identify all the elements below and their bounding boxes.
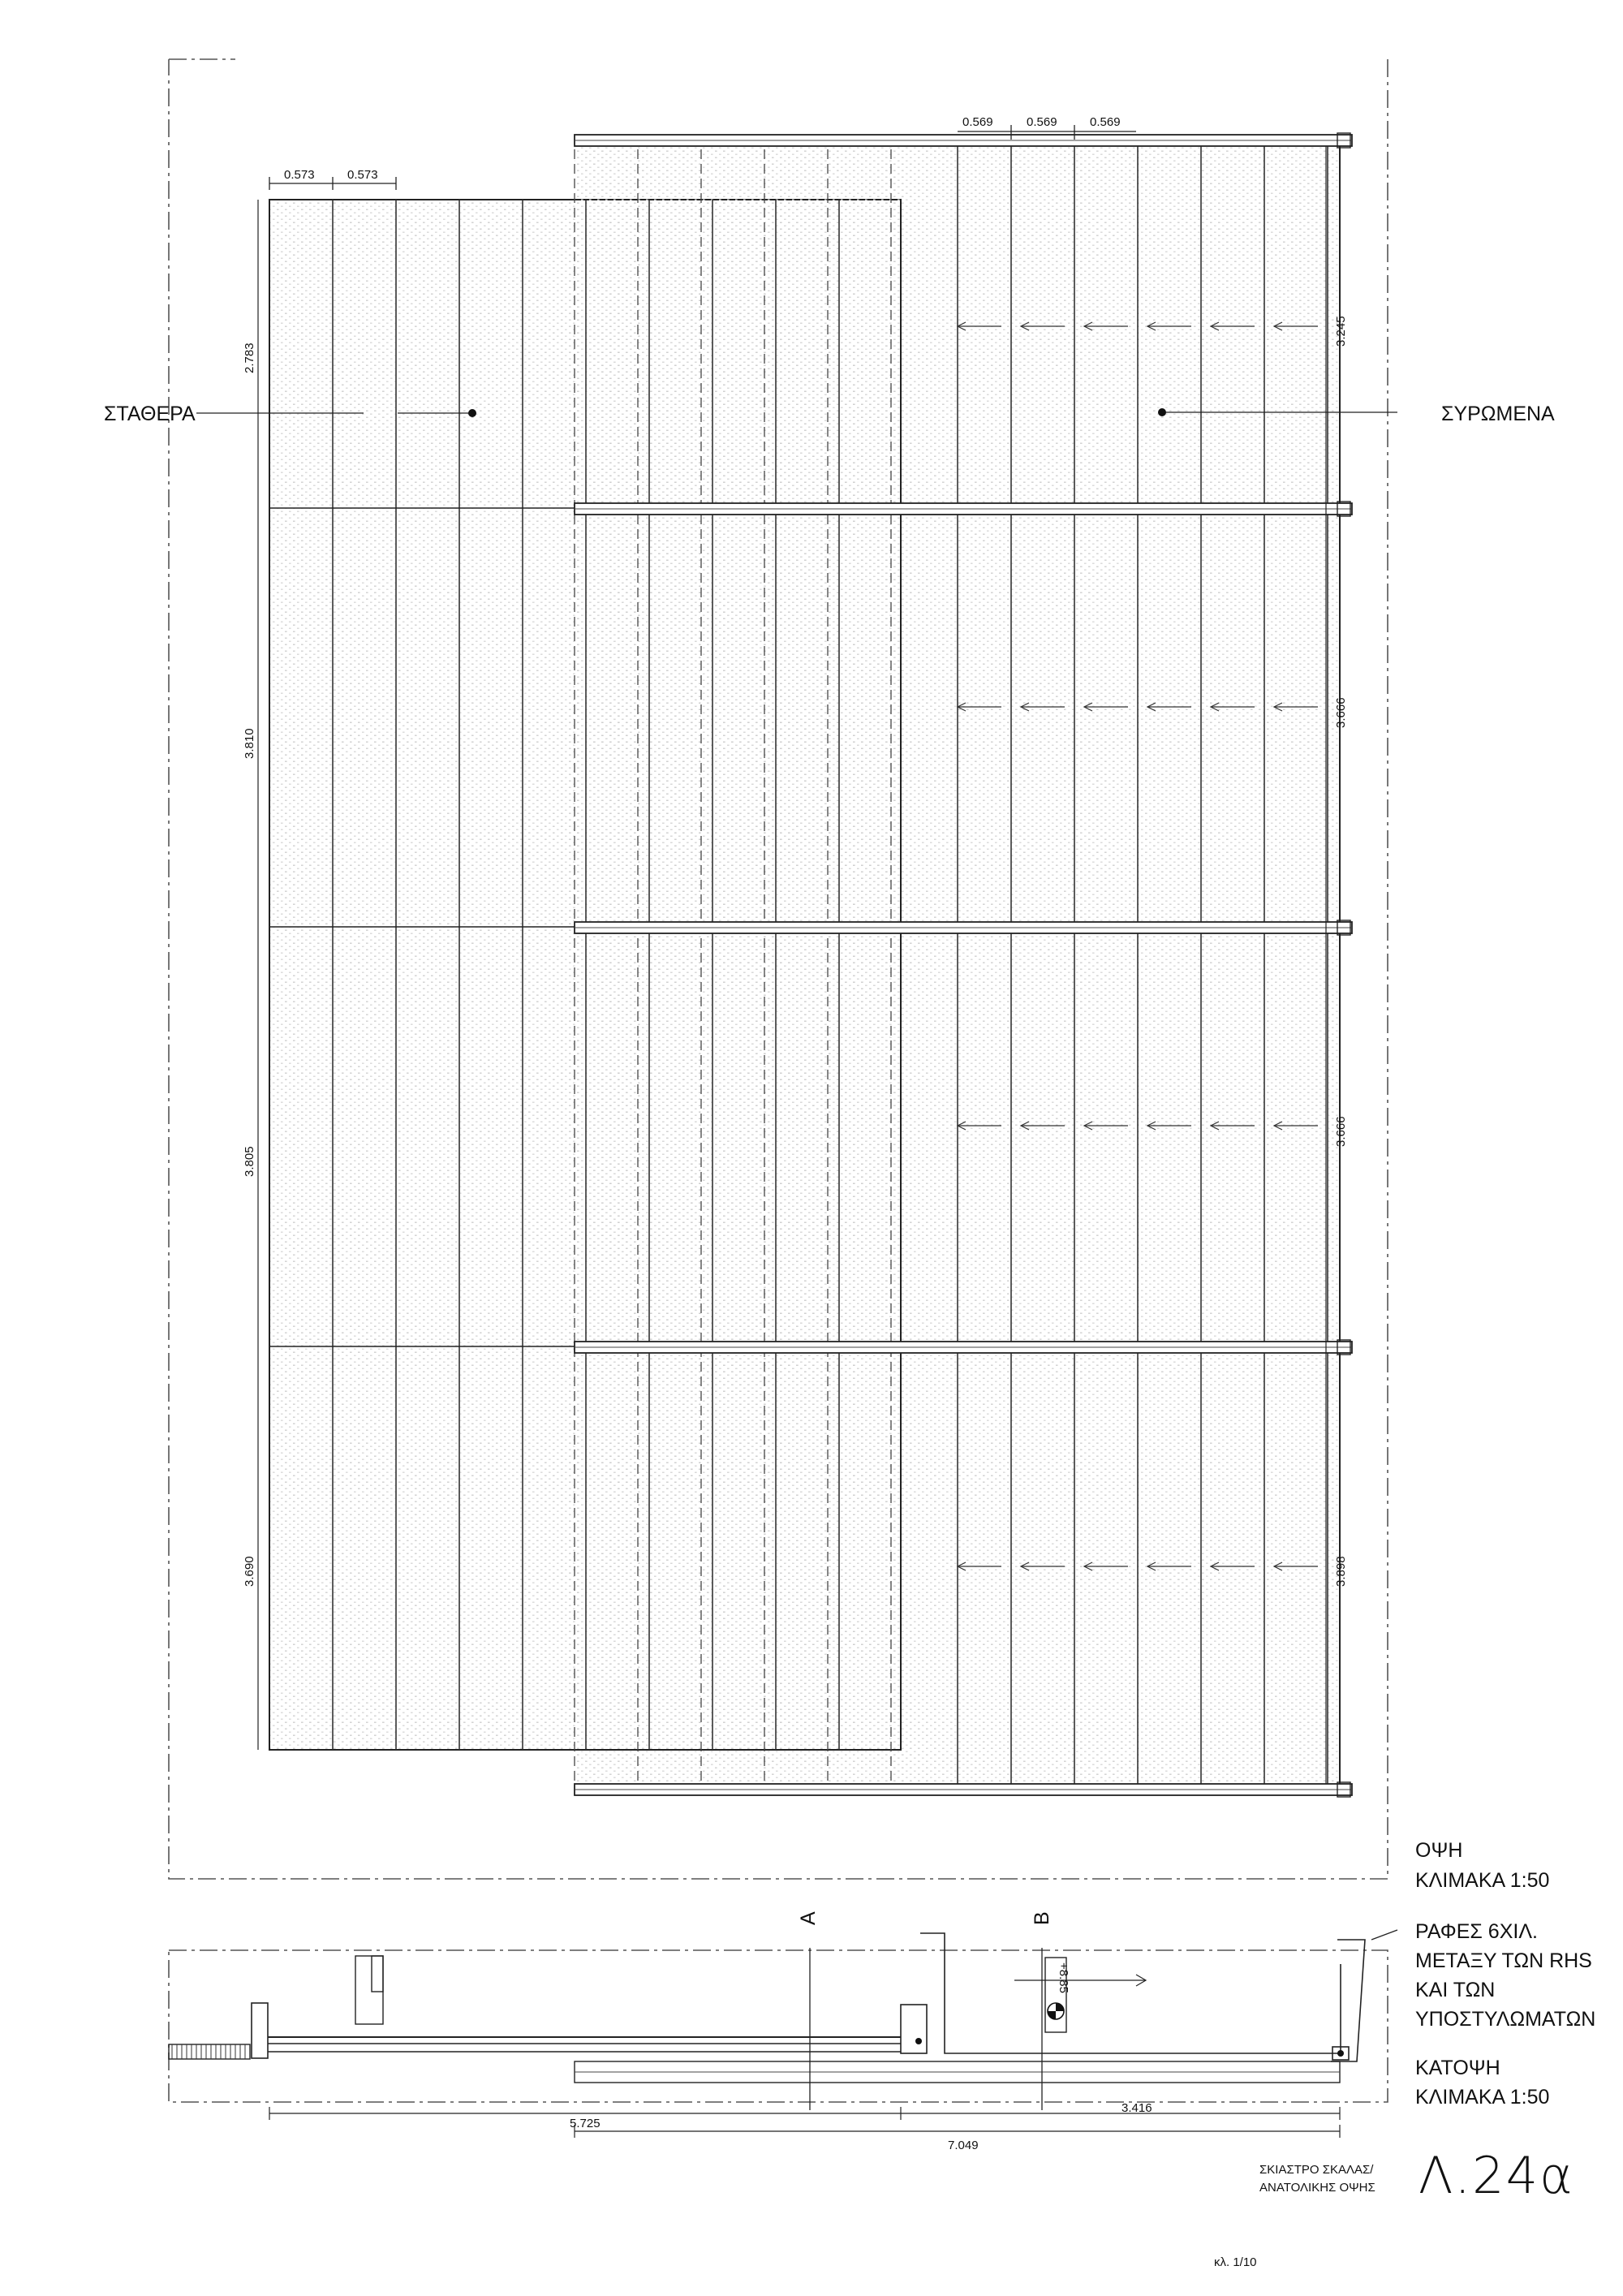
section-b-label: B bbox=[1031, 1911, 1053, 1925]
wall-center bbox=[920, 1933, 1341, 2053]
sheet-number: Λ.24α bbox=[1419, 2146, 1574, 2205]
top-dim-right-1: 0.569 bbox=[962, 115, 993, 129]
wall-right bbox=[1331, 1940, 1365, 2061]
top-dim-right-3: 0.569 bbox=[1090, 115, 1121, 129]
fixed-panels-label: ΣΤΑΘΕΡΑ bbox=[104, 403, 196, 425]
elevation-title: ΟΨΗ bbox=[1415, 1839, 1463, 1862]
left-dim-2: 3.810 bbox=[243, 728, 256, 759]
level-marker-text: +8.85 bbox=[1057, 1962, 1070, 1993]
stair-ticks bbox=[172, 2044, 245, 2059]
title-desc-line-1: ΣΚΙΑΣΤΡΟ ΣΚΑΛΑΣ/ bbox=[1259, 2163, 1374, 2177]
note-line-4: ΥΠΟΣΤΥΛΩΜΑΤΩΝ bbox=[1415, 2008, 1596, 2031]
plan-scale: ΚΛΙΜΑΚΑ 1:50 bbox=[1415, 2086, 1550, 2109]
top-dim-left-1: 0.573 bbox=[284, 168, 315, 182]
column-left bbox=[252, 2003, 268, 2058]
top-dim-left-2: 0.573 bbox=[347, 168, 378, 182]
right-dim-3: 3.666 bbox=[1334, 1116, 1348, 1147]
note-line-1: ΡΑΦΕΣ 6ΧΙΛ. bbox=[1415, 1920, 1538, 1943]
column-center-dot bbox=[915, 2038, 922, 2044]
left-dim-1: 2.783 bbox=[243, 342, 256, 373]
fixed-leader-dot bbox=[468, 409, 476, 417]
left-dim-3: 3.805 bbox=[243, 1146, 256, 1177]
title-block bbox=[1214, 2146, 1574, 2269]
top-dim-right-2: 0.569 bbox=[1027, 115, 1057, 129]
sliding-panels-label: ΣΥΡΩΜΕΝΑ bbox=[1441, 403, 1555, 425]
plan-dim-2: 3.416 bbox=[1121, 2101, 1152, 2115]
title-desc-line-2: ΑΝΑΤΟΛΙΚΗΣ ΟΨΗΣ bbox=[1259, 2181, 1375, 2195]
right-dim-2: 3.666 bbox=[1334, 697, 1348, 728]
wall-block-hatch bbox=[372, 1956, 383, 1992]
note-line-3: ΚΑΙ ΤΩΝ bbox=[1415, 1979, 1496, 2001]
left-dim-4: 3.690 bbox=[243, 1556, 256, 1587]
plan-dim-3: 7.049 bbox=[948, 2139, 979, 2152]
right-dim-1: 3.245 bbox=[1334, 316, 1348, 347]
note-leader-line bbox=[1371, 1930, 1397, 1940]
elevation-scale: ΚΛΙΜΑΚΑ 1:50 bbox=[1415, 1869, 1550, 1892]
plan-frame bbox=[169, 1950, 1388, 2102]
plan-view bbox=[169, 1911, 1595, 2152]
sliding-leader-dot bbox=[1158, 408, 1166, 416]
plan-bottom-dimensions bbox=[269, 2107, 1340, 2138]
stair-hatch bbox=[169, 2044, 250, 2059]
column-center bbox=[901, 2005, 927, 2053]
wall-block-left bbox=[355, 1956, 383, 2024]
right-dim-4: 3.898 bbox=[1334, 1556, 1348, 1587]
elevation-view bbox=[104, 59, 1555, 1892]
detail-scale: κλ. 1/10 bbox=[1214, 2255, 1257, 2269]
plan-dim-1: 5.725 bbox=[570, 2117, 601, 2130]
note-line-2: ΜΕΤΑΞΥ ΤΩΝ RHS bbox=[1415, 1949, 1592, 1972]
column-right-dot bbox=[1337, 2050, 1344, 2057]
section-a-label: A bbox=[797, 1911, 820, 1925]
plan-title: ΚΑΤΟΨΗ bbox=[1415, 2057, 1500, 2079]
